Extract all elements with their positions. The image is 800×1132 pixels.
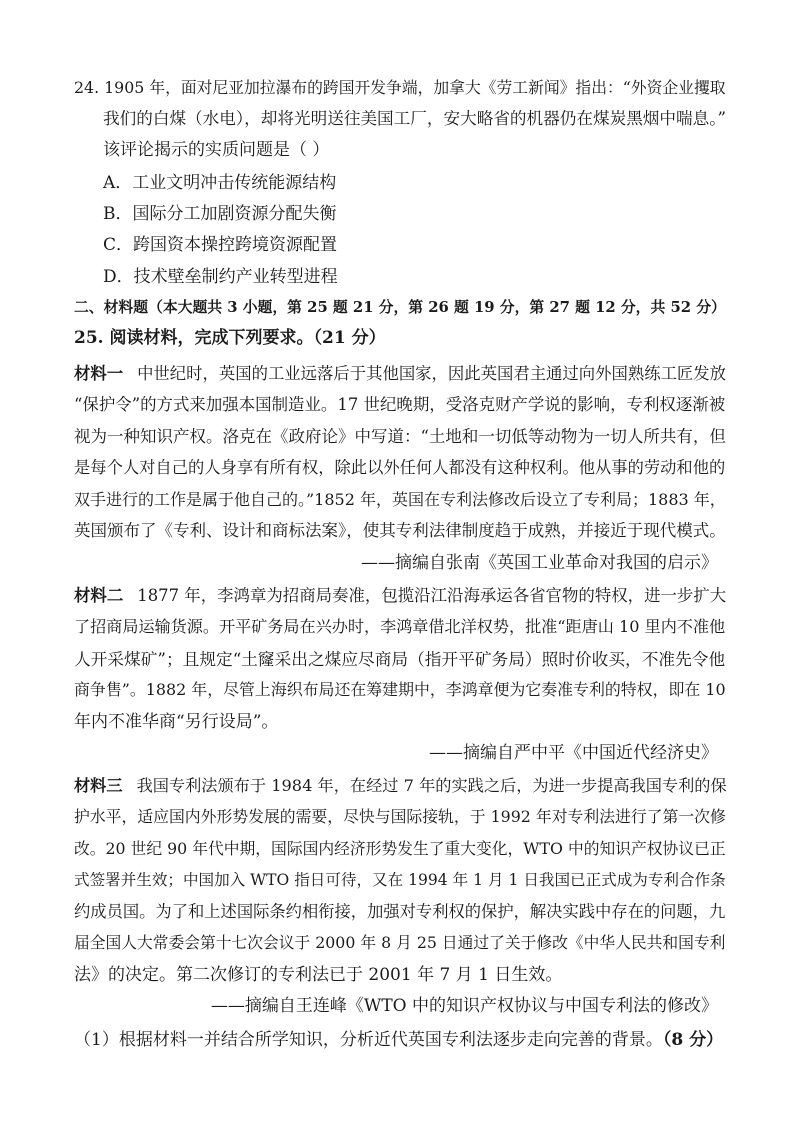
q24-option-d: D．技术壁垒制约产业转型进程 [103, 267, 338, 287]
material3-line-7: 法》的决定。第二次修订的专利法已于 2001 年 7 月 1 日生效。 [74, 965, 563, 985]
material2-line-1 [74, 585, 726, 607]
material1-text-1: 中世纪时，英国的工业远落后于其他国家，因此英国君主通过向外国熟练工匠发放 [137, 364, 727, 383]
q24-number: 24. [74, 78, 100, 97]
material3-line-5: 约成员国。为了和上述国际条约相衔接，加强对专利权的保护，解决实践中存在的问题，九 [74, 902, 726, 921]
material2-source: ——摘编自严中平《中国近代经济史》 [429, 743, 718, 763]
material3-line-3: 改。20 世纪 90 年代中期，国际国内经济形势发生了重大变化，WTO 中的知识产权协议已正 [74, 839, 726, 858]
material1-line-4: 是每个人对自己的人身享有所有权，除此以外任何人都没有这种权利。他从事的劳动和他的 [74, 458, 726, 477]
material2-line-4: 商争售”。1882 年，尽管上海织布局还在筹建期中，李鸿章便为它奏准专利的特权，即在 10 [74, 680, 726, 699]
q24-stem-line-2: 我们的白煤（水电），却将光明送往美国工厂，安大略省的机器仍在煤炭黑烟中喘息。” [103, 109, 727, 128]
q25-subquestion-1 [74, 1029, 723, 1051]
material2-line-3: 人开采煤矿”；且规定“土窿采出之煤应尽商局（指开平矿务局）照时价收买，不准先令他 [74, 649, 726, 669]
q24-stem-line-3: 该评论揭示的实质问题是（ ） [103, 140, 330, 160]
material1-label: 材料一 [74, 364, 124, 383]
q24-option-c: C．跨国资本操控跨境资源配置 [103, 235, 338, 255]
material3-line-4: 式签署并生效；中国加入 WTO 指日可待，又在 1994 年 1 月 1 日我国已正式成为专利合作条 [74, 871, 726, 889]
material3-line-6: 届全国人大常委会第十七次会议于 2000 年 8 月 25 日通过了关于修改《中华人民共和国专利 [74, 933, 726, 952]
material2-line-2: 了招商局运输货源。开平矿务局在兴办时，李鸿章借北洋权势，批准“距唐山 10 里内不准他 [74, 617, 726, 636]
material2-label: 材料二 [74, 586, 124, 605]
q24-stem-line-1: 1905 年，面对尼亚加拉瀑布的跨国开发争端，加拿大《劳工新闻》指出：“外资企业攫取 [104, 78, 726, 97]
material1-source: ——摘编自张南《英国工业革命对我国的启示》 [361, 553, 718, 573]
material1-line-1 [74, 363, 726, 385]
material3-line-2: 护水平，适应国内外形势发展的需要，尽快与国际接轨，于 1992 年对专利法进行了第一次修 [74, 807, 726, 826]
material1-line-6: 英国颁布了《专利、设计和商标法案》，使其专利法律制度趋于成熟，并接近于现代模式。 [74, 521, 726, 540]
material1-line-5: 双手进行的工作是属于他自己的。”1852 年，英国在专利法修改后设立了专利局；1883 年， [74, 490, 726, 509]
q25-heading: 25. 阅读材料，完成下列要求。（21 分） [74, 328, 386, 348]
q24-line-1 [74, 77, 726, 99]
material1-line-2: “保护令”的方式来加强本国制造业。17 世纪晚期，受洛克财产学说的影响，专利权逐渐被 [74, 395, 726, 414]
material2-line-5: 年内不准华商“另行设局”。 [74, 712, 279, 732]
material3-source: ——摘编自王连峰《WTO 中的知识产权协议与中国专利法的修改》 [210, 996, 718, 1016]
q24-option-a: A．工业文明冲击传统能源结构 [103, 173, 337, 193]
q25-subquestion-1-text: （1）根据材料一并结合所学知识，分析近代英国专利法逐步走向完善的背景。 [74, 1030, 663, 1050]
section-2-heading: 二、材料题（本大题共 3 小题，第 25 题 21 分，第 26 题 19 分，第 27 题 12 分，共 52 分） [74, 299, 726, 316]
material2-text-1: 1877 年，李鸿章为招商局奏准，包揽沿江沿海承运各省官物的特权，进一步扩大 [137, 586, 727, 605]
material3-text-1: 我国专利法颁布于 1984 年，在经过 7 年的实践之后，为进一步提高我国专利的保 [136, 776, 727, 795]
material3-line-1 [74, 775, 727, 797]
q24-option-b: B．国际分工加剧资源分配失衡 [103, 204, 337, 224]
material1-line-3: 视为一种知识产权。洛克在《政府论》中写道：“土地和一切低等动物为一切人所共有，但 [74, 427, 726, 446]
material3-label: 材料三 [74, 776, 123, 795]
q25-subquestion-1-points: （8 分） [662, 1030, 724, 1050]
